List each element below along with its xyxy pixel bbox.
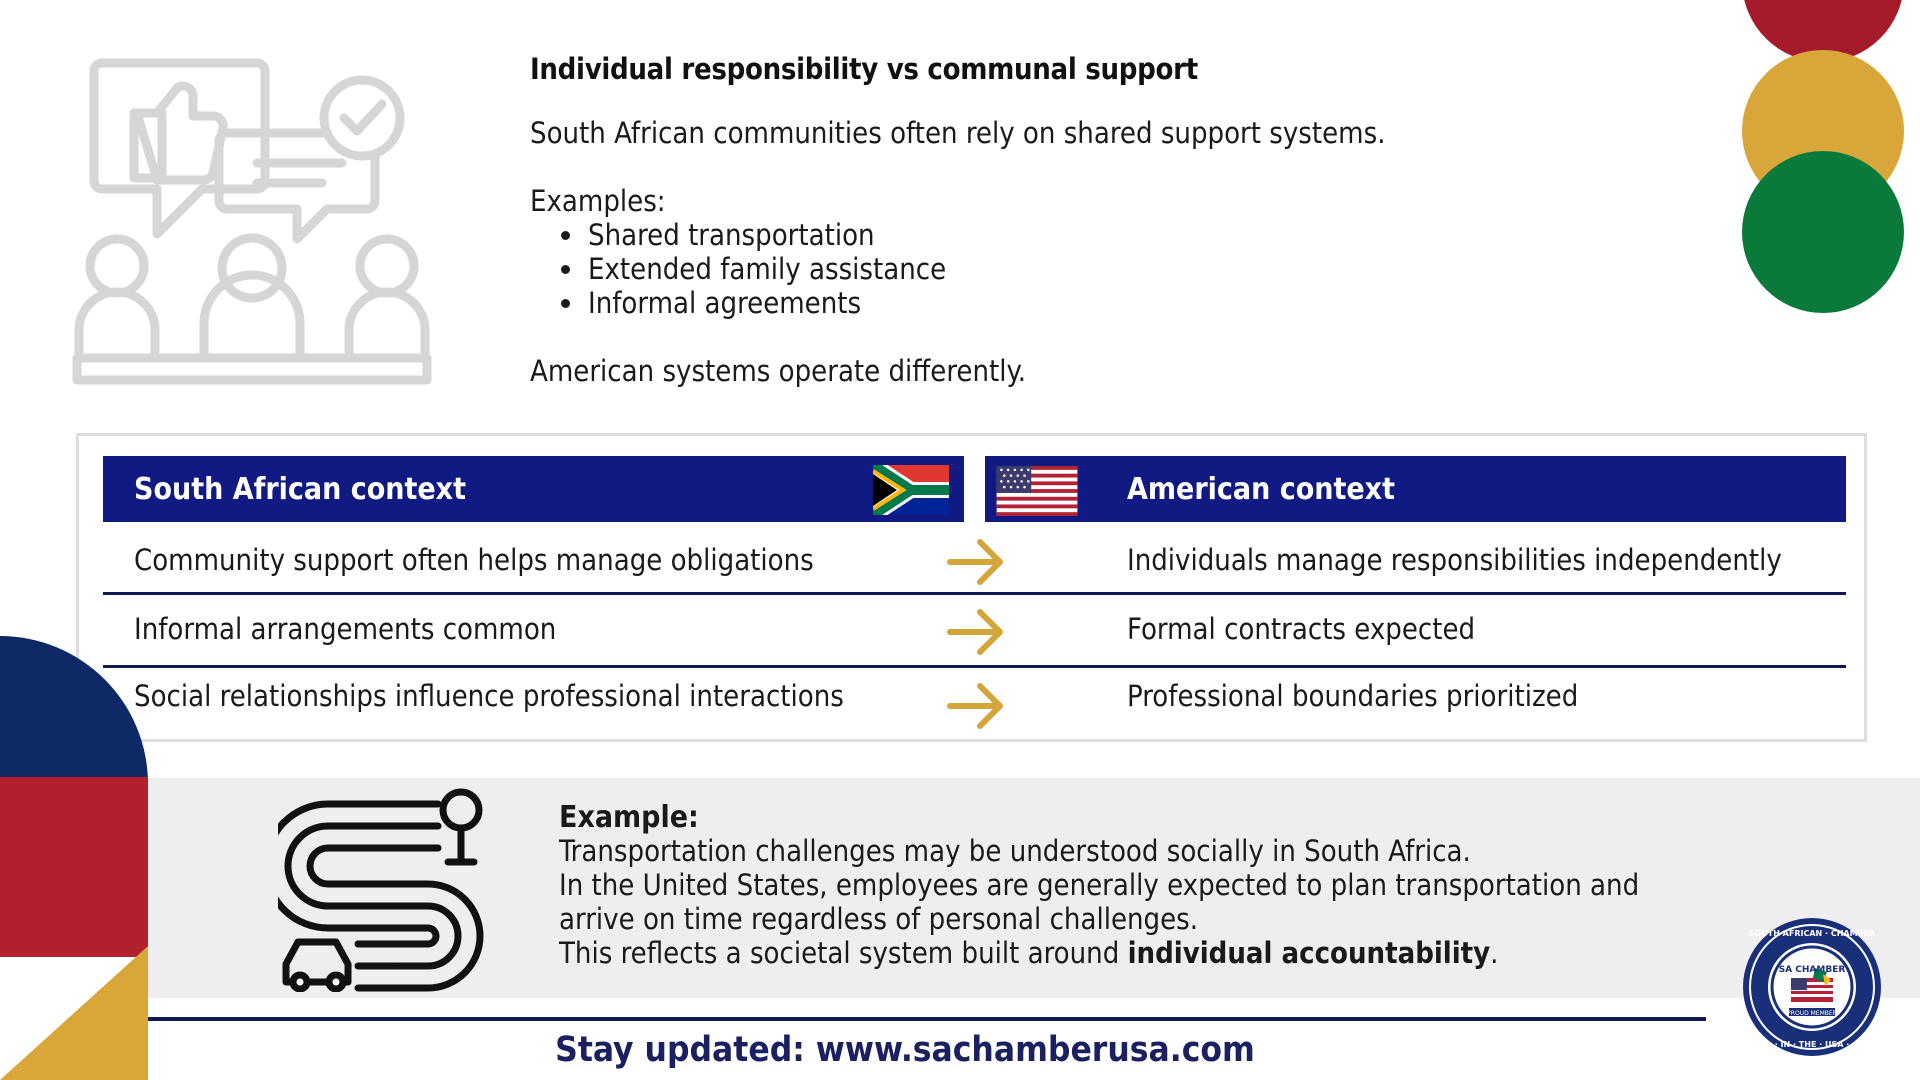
arrow-right-icon bbox=[944, 537, 1008, 587]
winding-road-icon bbox=[278, 786, 490, 992]
row-divider bbox=[103, 665, 1846, 668]
section-heading: Individual responsibility vs communal support bbox=[530, 52, 1198, 86]
table-row-left: Community support often helps manage obligations bbox=[134, 543, 814, 577]
table-row-right: Individuals manage responsibilities independently bbox=[1127, 543, 1782, 577]
example-line-suffix: . bbox=[1490, 936, 1499, 970]
header-label: South African context bbox=[134, 471, 466, 507]
sa-chamber-seal-logo bbox=[1741, 916, 1883, 1058]
arrow-right-icon bbox=[944, 681, 1008, 731]
example-line bbox=[559, 936, 1659, 970]
south-african-header bbox=[103, 456, 964, 522]
decor-color-block bbox=[0, 636, 148, 1080]
table-row-right: Formal contracts expected bbox=[1127, 612, 1476, 646]
examples-list bbox=[548, 218, 946, 320]
header-label: American context bbox=[1127, 471, 1395, 507]
table-row-left: Social relationships influence professional interactions bbox=[134, 679, 844, 713]
table-row-left: Informal arrangements common bbox=[134, 612, 557, 646]
footer-link[interactable]: Stay updated: www.sachamberusa.com bbox=[555, 1030, 1255, 1070]
table-row-right: Professional boundaries prioritized bbox=[1127, 679, 1579, 713]
example-emphasis: individual accountability bbox=[1127, 936, 1491, 970]
list-item: • Informal agreements bbox=[586, 286, 946, 320]
svg-text:SA CHAMBER: SA CHAMBER bbox=[1778, 965, 1846, 975]
outro-text: American systems operate differently. bbox=[530, 354, 1027, 388]
list-item: • Shared transportation bbox=[586, 218, 946, 252]
row-divider bbox=[103, 592, 1846, 595]
example-title: Example: bbox=[559, 800, 699, 835]
list-item: • Extended family assistance bbox=[586, 252, 946, 286]
american-header bbox=[985, 456, 1846, 522]
example-line: Transportation challenges may be understood socially in South Africa. bbox=[559, 834, 1471, 868]
examples-label: Examples: bbox=[530, 184, 666, 218]
intro-text: South African communities often rely on shared support systems. bbox=[530, 116, 1386, 150]
example-line: In the United States, employees are generally expected to plan transportation and arrive on time regardless of personal challenges. bbox=[559, 868, 1640, 936]
example-line-prefix: This reflects a societal system built around bbox=[559, 936, 1128, 970]
arrow-right-icon bbox=[944, 607, 1008, 657]
svg-text:· IN · THE · USA ·: · IN · THE · USA · bbox=[1774, 1040, 1850, 1049]
decor-green-circle bbox=[1742, 151, 1904, 313]
usa-flag-icon bbox=[995, 466, 1079, 516]
example-body bbox=[559, 834, 1659, 970]
footer-divider bbox=[148, 1017, 1706, 1021]
svg-text:PROUD MEMBER: PROUD MEMBER bbox=[1787, 1010, 1837, 1017]
south-africa-flag-icon bbox=[873, 465, 949, 515]
svg-text:SOUTH AFRICAN · CHAMBER: SOUTH AFRICAN · CHAMBER bbox=[1748, 929, 1876, 938]
discussion-icon bbox=[72, 58, 432, 393]
